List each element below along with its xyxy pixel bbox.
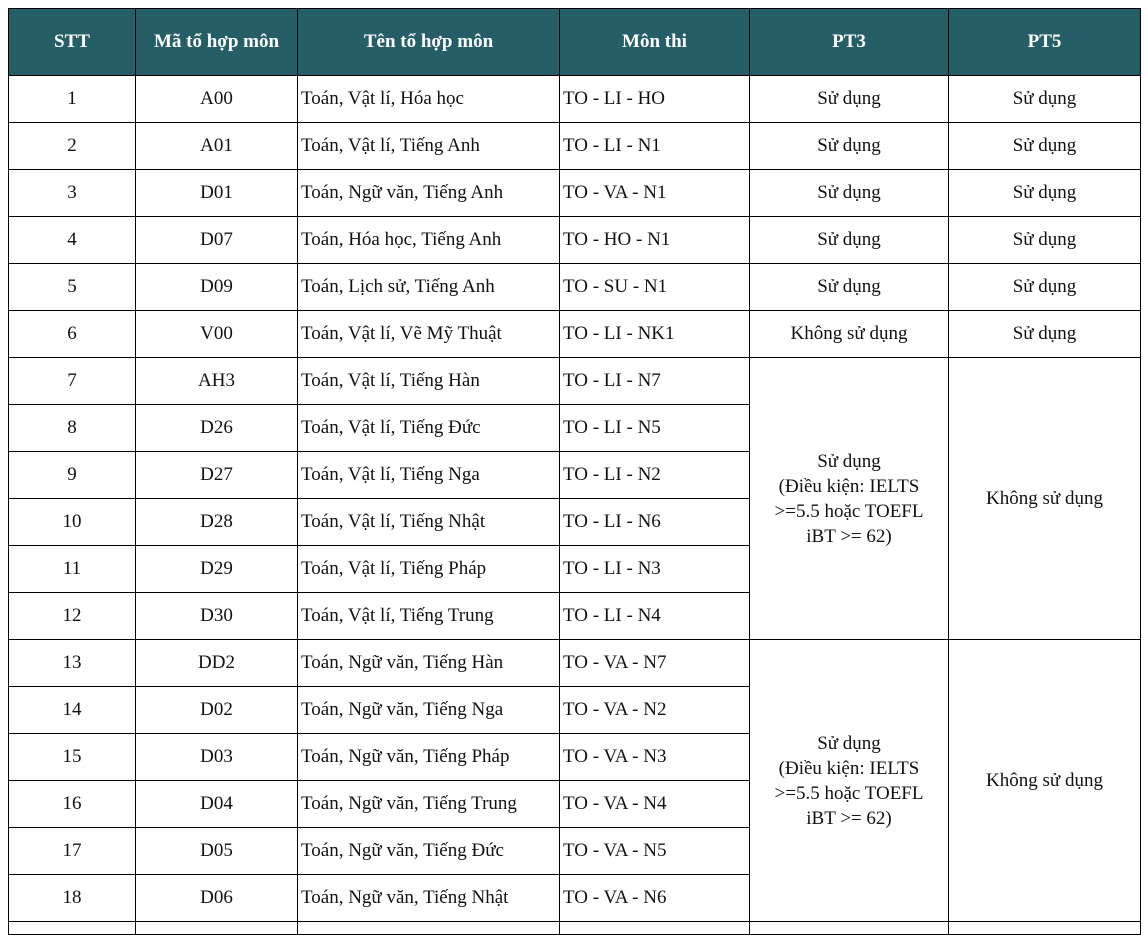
cell-code: D30 <box>136 593 298 640</box>
cell-subjects: TO - VA - N5 <box>560 828 750 875</box>
cell-name: Toán, Ngữ văn, Tiếng Nhật <box>298 875 560 922</box>
cell-stt: 18 <box>9 875 136 922</box>
cell-name: Toán, Ngữ văn, Tiếng Hàn <box>298 640 560 687</box>
cell-name: Toán, Vật lí, Hóa học <box>298 76 560 123</box>
cell-subjects: TO - VA - N6 <box>560 875 750 922</box>
cell-code: D29 <box>136 546 298 593</box>
cell-name: Toán, Hóa học, Tiếng Anh <box>298 217 560 264</box>
header-name: Tên tổ hợp môn <box>298 9 560 76</box>
cell-code: A01 <box>136 123 298 170</box>
cell-name: Toán, Ngữ văn, Tiếng Trung <box>298 781 560 828</box>
cell-subjects: TO - LI - N6 <box>560 499 750 546</box>
cell-stt: 14 <box>9 687 136 734</box>
cell-pt3: Sử dụng <box>750 217 949 264</box>
cell-name: Toán, Vật lí, Tiếng Anh <box>298 123 560 170</box>
cell-pt3: Sử dụng <box>750 76 949 123</box>
cell-code: D27 <box>136 452 298 499</box>
cell-stt: 16 <box>9 781 136 828</box>
cell-pt5: Sử dụng <box>949 311 1141 358</box>
cell-stt: 13 <box>9 640 136 687</box>
cell-empty <box>298 922 560 935</box>
cell-stt: 8 <box>9 405 136 452</box>
cell-stt: 4 <box>9 217 136 264</box>
cell-empty <box>750 922 949 935</box>
cell-pt5: Sử dụng <box>949 170 1141 217</box>
cell-name: Toán, Vật lí, Tiếng Nga <box>298 452 560 499</box>
table-row <box>9 640 1141 687</box>
cell-code: V00 <box>136 311 298 358</box>
cell-stt: 10 <box>9 499 136 546</box>
cell-stt: 11 <box>9 546 136 593</box>
table-row <box>9 123 1141 170</box>
cell-empty <box>560 922 750 935</box>
table-row <box>9 311 1141 358</box>
table-row <box>9 217 1141 264</box>
cell-name: Toán, Ngữ văn, Tiếng Anh <box>298 170 560 217</box>
cell-empty <box>949 922 1141 935</box>
cell-code: D01 <box>136 170 298 217</box>
cell-name: Toán, Ngữ văn, Tiếng Pháp <box>298 734 560 781</box>
cell-pt5: Sử dụng <box>949 264 1141 311</box>
cell-name: Toán, Vật lí, Vẽ Mỹ Thuật <box>298 311 560 358</box>
cell-pt3: Sử dụng <box>750 123 949 170</box>
header-stt: STT <box>9 9 136 76</box>
cell-stt: 6 <box>9 311 136 358</box>
condition-line: Sử dụng <box>817 732 881 754</box>
cell-subjects: TO - LI - N7 <box>560 358 750 405</box>
condition-line: (Điều kiện: IELTS <box>778 475 920 497</box>
group-pt3-condition <box>750 358 949 640</box>
cell-stt: 2 <box>9 123 136 170</box>
group-pt5: Không sử dụng <box>949 358 1141 640</box>
cell-stt: 1 <box>9 76 136 123</box>
cell-subjects: TO - SU - N1 <box>560 264 750 311</box>
cell-code: D06 <box>136 875 298 922</box>
cell-stt: 15 <box>9 734 136 781</box>
condition-line: iBT >= 62) <box>806 807 892 829</box>
cell-subjects: TO - LI - N2 <box>560 452 750 499</box>
cell-subjects: TO - VA - N1 <box>560 170 750 217</box>
cell-name: Toán, Vật lí, Tiếng Nhật <box>298 499 560 546</box>
cell-subjects: TO - LI - HO <box>560 76 750 123</box>
cell-subjects: TO - VA - N7 <box>560 640 750 687</box>
cell-name: Toán, Ngữ văn, Tiếng Nga <box>298 687 560 734</box>
cell-code: D05 <box>136 828 298 875</box>
table-row <box>9 264 1141 311</box>
cell-stt: 7 <box>9 358 136 405</box>
admission-combinations-table <box>8 8 1141 935</box>
cell-code: AH3 <box>136 358 298 405</box>
cell-empty <box>9 922 136 935</box>
cell-pt5: Sử dụng <box>949 217 1141 264</box>
cell-stt: 3 <box>9 170 136 217</box>
cell-code: A00 <box>136 76 298 123</box>
condition-line: iBT >= 62) <box>806 525 892 547</box>
cell-pt3: Sử dụng <box>750 264 949 311</box>
cell-pt3: Sử dụng <box>750 170 949 217</box>
header-pt3: PT3 <box>750 9 949 76</box>
cell-name: Toán, Vật lí, Tiếng Đức <box>298 405 560 452</box>
condition-line: >=5.5 hoặc TOEFL <box>774 782 924 804</box>
cell-name: Toán, Lịch sử, Tiếng Anh <box>298 264 560 311</box>
cell-stt: 9 <box>9 452 136 499</box>
condition-line: Sử dụng <box>817 450 881 472</box>
cell-code: D07 <box>136 217 298 264</box>
cell-stt: 5 <box>9 264 136 311</box>
cell-subjects: TO - LI - N5 <box>560 405 750 452</box>
cell-code: D03 <box>136 734 298 781</box>
cell-empty <box>136 922 298 935</box>
cell-subjects: TO - LI - NK1 <box>560 311 750 358</box>
cell-pt3: Không sử dụng <box>750 311 949 358</box>
condition-line: >=5.5 hoặc TOEFL <box>774 500 924 522</box>
cell-code: D04 <box>136 781 298 828</box>
cell-subjects: TO - LI - N3 <box>560 546 750 593</box>
cell-name: Toán, Vật lí, Tiếng Trung <box>298 593 560 640</box>
header-code: Mã tổ hợp môn <box>136 9 298 76</box>
header-row <box>9 9 1141 76</box>
group-pt5: Không sử dụng <box>949 640 1141 922</box>
table-row <box>9 170 1141 217</box>
cell-subjects: TO - VA - N2 <box>560 687 750 734</box>
cell-subjects: TO - HO - N1 <box>560 217 750 264</box>
cell-subjects: TO - VA - N4 <box>560 781 750 828</box>
cell-code: D26 <box>136 405 298 452</box>
table-row <box>9 358 1141 405</box>
cell-pt5: Sử dụng <box>949 76 1141 123</box>
header-subjects: Môn thi <box>560 9 750 76</box>
group-pt3-condition <box>750 640 949 922</box>
cell-code: D02 <box>136 687 298 734</box>
cell-name: Toán, Ngữ văn, Tiếng Đức <box>298 828 560 875</box>
cell-code: D09 <box>136 264 298 311</box>
condition-line: (Điều kiện: IELTS <box>778 757 920 779</box>
cell-subjects: TO - VA - N3 <box>560 734 750 781</box>
cell-name: Toán, Vật lí, Tiếng Hàn <box>298 358 560 405</box>
cell-subjects: TO - LI - N4 <box>560 593 750 640</box>
table-row <box>9 76 1141 123</box>
table-row-partial <box>9 922 1141 935</box>
cell-pt5: Sử dụng <box>949 123 1141 170</box>
header-pt5: PT5 <box>949 9 1141 76</box>
cell-stt: 17 <box>9 828 136 875</box>
cell-code: DD2 <box>136 640 298 687</box>
cell-stt: 12 <box>9 593 136 640</box>
cell-code: D28 <box>136 499 298 546</box>
cell-name: Toán, Vật lí, Tiếng Pháp <box>298 546 560 593</box>
cell-subjects: TO - LI - N1 <box>560 123 750 170</box>
